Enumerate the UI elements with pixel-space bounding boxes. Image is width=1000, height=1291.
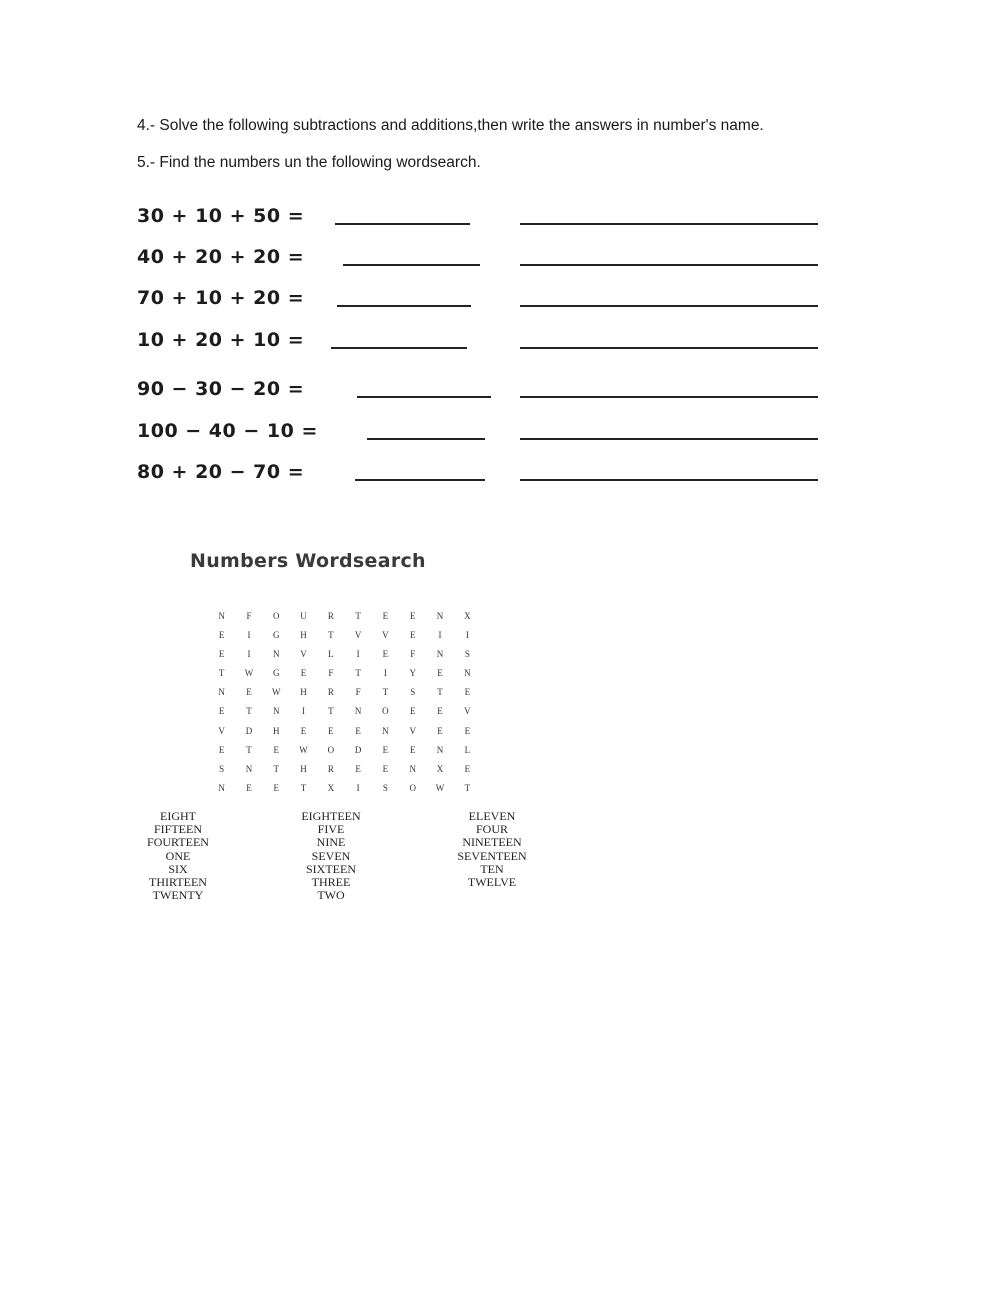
grid-row — [208, 778, 481, 797]
grid-row — [208, 644, 481, 663]
grid-letter[interactable]: E — [382, 611, 389, 621]
grid-letter[interactable]: E — [382, 744, 389, 755]
grid-letter[interactable]: S — [410, 687, 416, 698]
equation-row — [137, 461, 837, 489]
word-list-item: SEVENTEEN — [457, 848, 527, 863]
grid-letter[interactable]: S — [464, 649, 470, 660]
grid-letter[interactable]: O — [327, 744, 335, 755]
grid-letter[interactable]: E — [273, 744, 279, 755]
word-list-item: ONE — [165, 848, 191, 863]
grid-letter[interactable]: W — [271, 687, 281, 698]
grid-letter[interactable]: I — [247, 630, 251, 641]
grid-letter[interactable]: T — [218, 668, 225, 679]
grid-row — [208, 721, 481, 740]
equation-row — [137, 246, 837, 274]
grid-letter[interactable]: O — [382, 706, 389, 717]
equation-text: 100 − 40 − 10 = — [137, 420, 318, 442]
answer-word-line[interactable] — [520, 347, 818, 349]
grid-letter[interactable]: N — [382, 725, 389, 736]
grid-letter[interactable]: I — [465, 630, 469, 641]
grid-letter[interactable]: E — [300, 725, 307, 736]
equation-row — [137, 378, 837, 406]
word-list-item: TWELVE — [467, 874, 517, 889]
grid-letter[interactable]: T — [355, 611, 361, 621]
grid-letter[interactable]: E — [328, 725, 334, 736]
grid-letter[interactable]: E — [273, 782, 279, 793]
grid-letter[interactable]: T — [437, 687, 443, 698]
grid-letter[interactable]: V — [218, 725, 225, 736]
grid-letter[interactable]: N — [218, 611, 225, 621]
answer-number-line[interactable] — [367, 438, 485, 440]
grid-letter[interactable]: T — [328, 706, 334, 717]
grid-letter[interactable]: H — [300, 687, 307, 698]
grid-letter[interactable]: E — [246, 687, 252, 698]
equation-row — [137, 287, 837, 315]
answer-word-line[interactable] — [520, 438, 818, 440]
word-list-column — [130, 810, 226, 902]
grid-letter[interactable]: E — [218, 649, 225, 660]
word-list-item: SIX — [168, 861, 188, 876]
grid-letter[interactable]: W — [244, 668, 254, 679]
grid-letter[interactable]: O — [409, 782, 416, 793]
grid-letter[interactable]: N — [272, 706, 280, 717]
grid-letter[interactable]: N — [218, 687, 225, 698]
grid-row — [208, 701, 481, 720]
grid-letter[interactable]: I — [356, 782, 360, 793]
wordsearch-grid — [208, 606, 481, 797]
equation-text: 30 + 10 + 50 = — [137, 205, 305, 227]
answer-number-line[interactable] — [335, 223, 470, 225]
grid-letter[interactable]: E — [382, 763, 389, 774]
word-list-item: TEN — [480, 861, 504, 876]
equation-text: 10 + 20 + 10 = — [137, 329, 305, 351]
grid-letter[interactable]: I — [247, 649, 251, 660]
grid-letter[interactable]: T — [328, 630, 334, 641]
grid-row — [208, 759, 481, 778]
grid-letter[interactable]: N — [218, 782, 225, 793]
equation-text: 90 − 30 − 20 = — [137, 378, 305, 400]
word-list-column — [283, 810, 379, 902]
grid-letter[interactable]: E — [355, 763, 361, 774]
word-list-item: TWENTY — [152, 888, 204, 903]
word-list-item: FOURTEEN — [147, 835, 209, 850]
grid-letter[interactable]: I — [302, 706, 306, 717]
grid-letter[interactable]: T — [382, 687, 389, 698]
answer-number-line[interactable] — [357, 396, 491, 398]
answer-word-line[interactable] — [520, 223, 818, 225]
answer-word-line[interactable] — [520, 305, 818, 307]
answer-number-line[interactable] — [343, 264, 480, 266]
grid-row — [208, 740, 481, 759]
grid-letter[interactable]: N — [436, 744, 444, 755]
answer-word-line[interactable] — [520, 479, 818, 481]
grid-letter[interactable]: W — [299, 744, 308, 755]
grid-letter[interactable]: R — [327, 611, 334, 621]
word-list-item: EIGHT — [160, 809, 196, 823]
grid-letter[interactable]: F — [410, 649, 416, 660]
grid-letter[interactable]: T — [246, 706, 252, 717]
grid-letter[interactable]: T — [464, 782, 471, 793]
answer-number-line[interactable] — [331, 347, 467, 349]
grid-letter[interactable]: V — [464, 706, 471, 717]
grid-letter[interactable]: E — [464, 763, 471, 774]
word-list-item: EIGHTEEN — [301, 809, 361, 823]
grid-letter[interactable]: V — [300, 649, 307, 660]
grid-letter[interactable]: T — [273, 763, 279, 774]
word-list-item: NINETEEN — [462, 835, 522, 850]
word-list-item: FIVE — [317, 822, 345, 837]
grid-row — [208, 663, 481, 682]
instruction-question-4: 4.- Solve the following subtractions and additions,then write the answers in number's name. — [137, 117, 764, 134]
grid-letter[interactable]: F — [328, 668, 334, 679]
equation-text: 40 + 20 + 20 = — [137, 246, 305, 268]
grid-letter[interactable]: E — [409, 630, 416, 641]
grid-letter[interactable]: S — [219, 763, 225, 774]
grid-letter[interactable]: T — [355, 668, 361, 679]
equation-row — [137, 420, 837, 448]
equation-row — [137, 329, 837, 357]
grid-letter[interactable]: H — [272, 725, 280, 736]
word-list-column — [440, 810, 544, 889]
grid-letter[interactable]: X — [327, 782, 335, 793]
grid-letter[interactable]: G — [272, 630, 280, 641]
grid-letter[interactable]: O — [272, 611, 280, 621]
grid-letter[interactable]: N — [354, 706, 362, 717]
word-list-item: FIFTEEN — [154, 822, 202, 837]
grid-letter[interactable]: H — [300, 630, 307, 641]
grid-letter[interactable]: E — [437, 706, 443, 717]
grid-letter[interactable]: I — [438, 630, 442, 641]
grid-letter[interactable]: F — [355, 687, 361, 698]
answer-word-line[interactable] — [520, 396, 818, 398]
equation-text: 80 + 20 − 70 = — [137, 461, 305, 483]
grid-letter[interactable]: E — [437, 725, 443, 736]
grid-letter[interactable]: H — [300, 763, 307, 774]
grid-letter[interactable]: L — [464, 744, 471, 755]
word-list-item: SEVEN — [311, 848, 351, 863]
word-list-item: THIRTEEN — [149, 874, 207, 889]
grid-letter[interactable]: R — [327, 763, 334, 774]
grid-letter[interactable]: G — [272, 668, 280, 679]
grid-letter[interactable]: Y — [409, 668, 416, 679]
grid-letter[interactable]: N — [245, 763, 253, 774]
grid-row — [208, 625, 481, 644]
grid-letter[interactable]: U — [300, 611, 307, 621]
grid-row — [208, 682, 481, 701]
grid-row — [208, 606, 481, 625]
wordsearch-title: Numbers Wordsearch — [190, 550, 426, 572]
grid-letter[interactable]: I — [356, 649, 360, 660]
word-list-item: TWO — [317, 888, 345, 903]
word-list-item: NINE — [316, 835, 346, 850]
grid-letter[interactable]: V — [382, 630, 389, 641]
grid-letter[interactable]: T — [246, 744, 252, 755]
grid-letter[interactable]: S — [382, 782, 388, 793]
word-list-item: THREE — [311, 874, 351, 889]
grid-letter[interactable]: N — [436, 611, 444, 621]
grid-letter[interactable]: X — [436, 763, 444, 774]
grid-letter[interactable]: X — [464, 611, 471, 621]
word-list-item: ELEVEN — [468, 809, 516, 823]
grid-letter[interactable]: E — [300, 668, 307, 679]
grid-letter[interactable]: R — [327, 687, 334, 698]
grid-letter[interactable]: F — [246, 611, 252, 621]
grid-letter[interactable]: E — [382, 649, 389, 660]
answer-word-line[interactable] — [520, 264, 818, 266]
equation-row — [137, 205, 837, 233]
grid-letter[interactable]: E — [409, 744, 416, 755]
answer-number-line[interactable] — [337, 305, 471, 307]
grid-letter[interactable]: E — [409, 611, 416, 621]
grid-letter[interactable]: E — [355, 725, 361, 736]
grid-letter[interactable]: T — [300, 782, 307, 793]
grid-letter[interactable]: V — [409, 725, 416, 736]
grid-letter[interactable]: E — [218, 744, 225, 755]
grid-letter[interactable]: E — [218, 630, 225, 641]
grid-letter[interactable]: N — [436, 649, 444, 660]
grid-letter[interactable]: E — [464, 725, 471, 736]
grid-letter[interactable]: W — [435, 782, 445, 793]
grid-letter[interactable]: N — [464, 668, 471, 679]
word-list-item: SIXTEEN — [306, 861, 356, 876]
answer-number-line[interactable] — [355, 479, 485, 481]
word-list-item: FOUR — [475, 822, 508, 837]
grid-letter[interactable]: E — [246, 782, 252, 793]
grid-letter[interactable]: E — [437, 668, 443, 679]
equation-text: 70 + 10 + 20 = — [137, 287, 305, 309]
grid-letter[interactable]: N — [409, 763, 416, 774]
instruction-question-5: 5.- Find the numbers un the following wordsearch. — [137, 154, 481, 171]
grid-letter[interactable]: I — [383, 668, 387, 679]
grid-letter[interactable]: D — [245, 725, 253, 736]
grid-letter[interactable]: E — [409, 706, 416, 717]
grid-letter[interactable]: V — [354, 630, 362, 641]
grid-letter[interactable]: E — [464, 687, 471, 698]
grid-letter[interactable]: L — [328, 649, 334, 660]
grid-letter[interactable]: N — [272, 649, 280, 660]
grid-letter[interactable]: E — [218, 706, 225, 717]
grid-letter[interactable]: D — [354, 744, 362, 755]
